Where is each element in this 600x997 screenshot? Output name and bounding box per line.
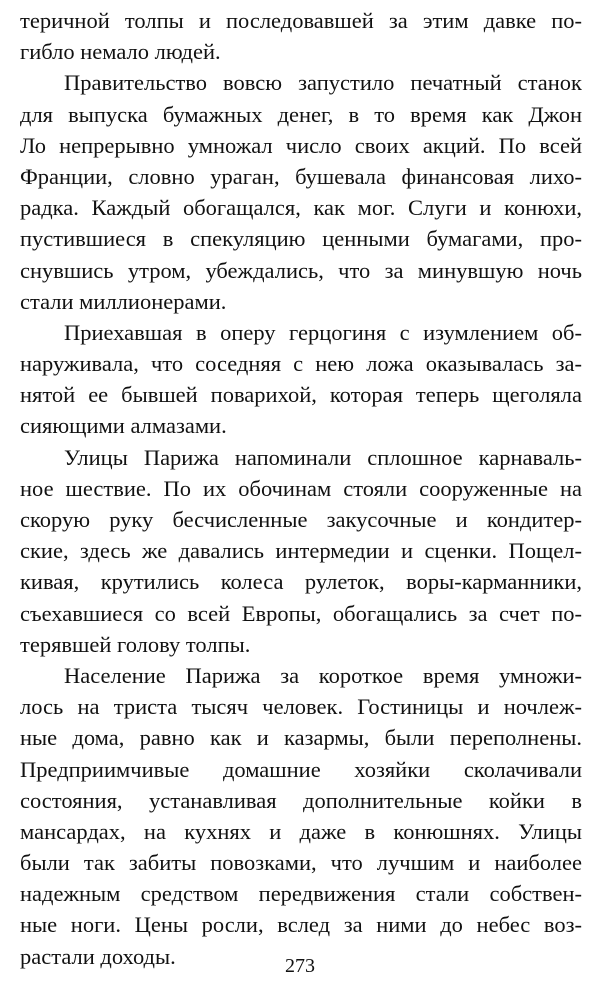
- text-line: снувшись утром, убеждались, что за минувшую ночь: [20, 257, 582, 283]
- text-line: были так забиты повозками, что лучшим и наиболее: [20, 850, 582, 876]
- text-line: надежным средством передвижения стали собствен-: [20, 881, 582, 907]
- text-line: Улицы Парижа напоминали сплошное карнаваль-: [64, 444, 582, 470]
- text-line: радка. Каждый обогащался, как мог. Слуги и конюхи,: [20, 195, 582, 221]
- text-line: мансардах, на кухнях и даже в конюшнях. Улицы: [20, 818, 582, 844]
- text-line: терявшей голову толпы.: [20, 631, 251, 657]
- page-number: 273: [285, 955, 315, 977]
- text-line: Ло непрерывно умножал число своих акций. По всей: [20, 132, 582, 158]
- text-line: ные ноги. Цены росли, вслед за ними до небес воз-: [20, 912, 582, 938]
- paragraph-1: [20, 5, 582, 67]
- text-line: Франции, словно ураган, бушевала финансовая лихо-: [20, 163, 582, 189]
- text-line: Правительство вовсю запустило печатный станок: [64, 70, 582, 96]
- text-line: наруживала, что соседняя с нею ложа оказывалась за-: [20, 351, 582, 377]
- text-line: теричной толпы и последовавшей за этим давке по-: [20, 8, 582, 33]
- text-line: для выпуска бумажных денег, в то время как Джон: [20, 101, 582, 127]
- text-line: Население Парижа за короткое время умножи-: [64, 662, 582, 688]
- paragraph-5: [20, 660, 582, 972]
- text-line: съехавшиеся со всей Европы, обогащались за счет по-: [20, 600, 582, 626]
- text-line: лось на триста тысяч человек. Гостиницы и ночлеж-: [20, 694, 582, 720]
- text-line: растали доходы.: [20, 943, 176, 969]
- paragraph-4: [20, 442, 582, 660]
- text-line: ные дома, равно как и казармы, были переполнены.: [20, 725, 582, 751]
- text-line: стали миллионерами.: [20, 288, 227, 314]
- text-line: гибло немало людей.: [20, 39, 221, 65]
- text-line: Приехавшая в оперу герцогиня с изумлением об-: [64, 319, 582, 345]
- text-line: состояния, устанавливая дополнительные койки в: [20, 787, 582, 813]
- page-body: [20, 5, 582, 972]
- paragraph-2: [20, 67, 582, 317]
- text-line: ное шествие. По их обочинам стояли сооруженные на: [20, 475, 582, 501]
- text-line: Предприимчивые домашние хозяйки сколачивали: [20, 756, 582, 782]
- text-line: пустившиеся в спекуляцию ценными бумагами, про-: [20, 226, 582, 252]
- paragraph-3: [20, 317, 582, 442]
- text-line: нятой ее бывшей поварихой, которая теперь щеголяла: [20, 382, 582, 408]
- text-line: ские, здесь же давались интермедии и сценки. Пощел-: [20, 538, 582, 564]
- text-line: кивая, крутились колеса рулеток, воры-карманники,: [20, 569, 582, 595]
- text-line: скорую руку бесчисленные закусочные и кондитер-: [20, 507, 582, 532]
- text-line: сияющими алмазами.: [20, 413, 227, 439]
